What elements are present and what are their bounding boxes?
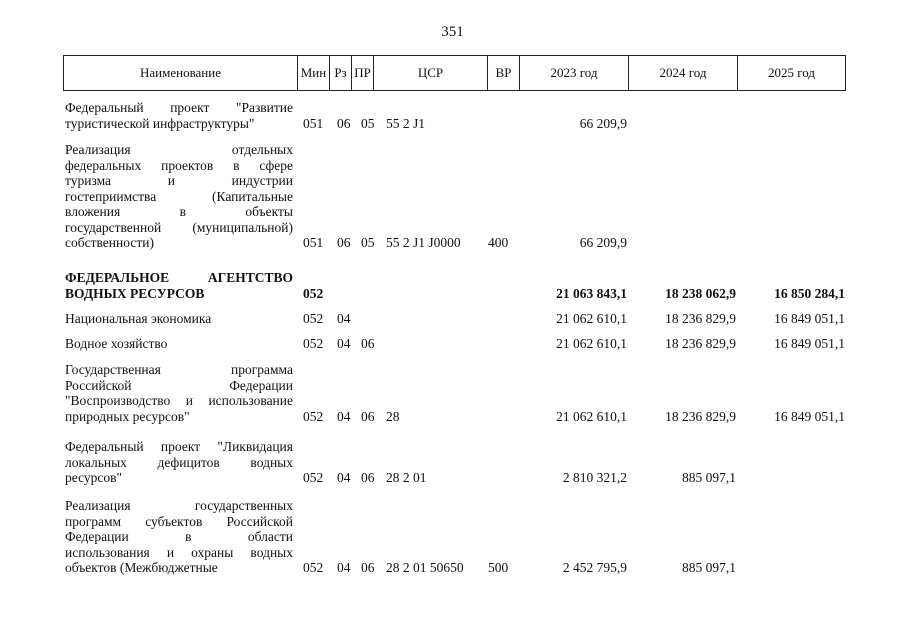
cell-vr: 400 bbox=[488, 235, 509, 250]
header-rz: Рз bbox=[330, 56, 352, 90]
header-2023: 2023 год bbox=[520, 56, 629, 90]
cell-2024: 18 236 829,9 bbox=[665, 336, 736, 351]
cell-csr: 28 bbox=[386, 408, 400, 424]
row-name-line: природных ресурсов" bbox=[65, 408, 190, 424]
row-name-line: туристической инфраструктуры" bbox=[65, 115, 255, 131]
cell-min: 052 bbox=[303, 336, 324, 351]
row-name-line: ФЕДЕРАЛЬНОЕ АГЕНТСТВО bbox=[65, 270, 293, 285]
row-name-line: Национальная экономика bbox=[65, 311, 212, 326]
cell-2023: 66 209,9 bbox=[579, 115, 627, 131]
cell-min: 052 bbox=[303, 408, 324, 424]
cell-pr: 06 bbox=[361, 336, 375, 351]
row-name bbox=[65, 362, 293, 424]
cell-min: 051 bbox=[303, 235, 324, 250]
cell-rz: 06 bbox=[337, 115, 351, 131]
cell-pr: 06 bbox=[361, 470, 375, 485]
cell-2025: 16 849 051,1 bbox=[774, 408, 845, 424]
row-name-line: Федеральный проект "Развитие bbox=[65, 100, 293, 115]
cell-2024: 885 097,1 bbox=[682, 470, 736, 485]
cell-csr: 28 2 01 50650 bbox=[386, 560, 464, 575]
cell-2023: 21 063 843,1 bbox=[556, 285, 627, 301]
cell-csr: 55 2 J1 bbox=[386, 115, 426, 131]
cell-rz: 04 bbox=[337, 470, 351, 485]
cell-rz: 04 bbox=[337, 336, 351, 351]
cell-2023: 2 452 795,9 bbox=[562, 560, 627, 575]
row-name-line: Реализация государственных bbox=[65, 498, 293, 513]
header-pr: ПР bbox=[352, 56, 374, 90]
header-csr: ЦСР bbox=[374, 56, 488, 90]
cell-2025: 16 849 051,1 bbox=[774, 336, 845, 351]
cell-pr: 05 bbox=[361, 235, 375, 250]
cell-2023: 66 209,9 bbox=[579, 235, 627, 250]
row-name bbox=[65, 336, 293, 352]
cell-2024: 18 238 062,9 bbox=[665, 285, 736, 301]
cell-2023: 21 062 610,1 bbox=[556, 408, 627, 424]
cell-2023: 21 062 610,1 bbox=[556, 336, 627, 351]
row-name bbox=[65, 100, 293, 131]
cell-min: 051 bbox=[303, 115, 324, 131]
cell-pr: 06 bbox=[361, 408, 375, 424]
cell-min: 052 bbox=[303, 311, 324, 326]
header-2024: 2024 год bbox=[629, 56, 738, 90]
cell-2024: 18 236 829,9 bbox=[665, 408, 736, 424]
cell-2024: 885 097,1 bbox=[682, 560, 736, 575]
cell-rz: 04 bbox=[337, 311, 351, 326]
cell-2025: 16 850 284,1 bbox=[774, 285, 845, 301]
row-name-line: вложения в объекты bbox=[65, 204, 293, 219]
cell-pr: 05 bbox=[361, 115, 375, 131]
cell-min: 052 bbox=[303, 285, 324, 301]
cell-rz: 04 bbox=[337, 408, 351, 424]
row-name-line: Российской Федерации bbox=[65, 377, 293, 393]
row-name-line: Водное хозяйство bbox=[65, 336, 168, 351]
cell-pr: 06 bbox=[361, 560, 375, 575]
cell-min: 052 bbox=[303, 470, 324, 485]
row-name-line: "Воспроизводство и использование bbox=[65, 393, 293, 408]
row-name-line: государственной (муниципальной) bbox=[65, 219, 293, 235]
cell-2023: 2 810 321,2 bbox=[562, 470, 627, 485]
header-name: Наименование bbox=[64, 56, 298, 90]
row-name bbox=[65, 498, 293, 576]
cell-2025: 16 849 051,1 bbox=[774, 311, 845, 326]
row-name bbox=[65, 270, 293, 301]
cell-min: 052 bbox=[303, 560, 324, 575]
row-name-line: объектов (Межбюджетные bbox=[65, 560, 218, 575]
row-name bbox=[65, 311, 293, 327]
cell-csr: 28 2 01 bbox=[386, 470, 427, 485]
row-name-line: Государственная программа bbox=[65, 362, 293, 377]
row-name bbox=[65, 439, 293, 486]
row-name-line: федеральных проектов в сфере bbox=[65, 157, 293, 173]
row-name-line: Федеральный проект "Ликвидация bbox=[65, 439, 293, 454]
header-vr: ВР bbox=[488, 56, 520, 90]
cell-csr: 55 2 J1 J0000 bbox=[386, 235, 461, 250]
cell-vr: 500 bbox=[488, 560, 509, 575]
cell-2023: 21 062 610,1 bbox=[556, 311, 627, 326]
row-name bbox=[65, 142, 293, 251]
row-name-line: собственности) bbox=[65, 235, 154, 250]
row-name-line: ВОДНЫХ РЕСУРСОВ bbox=[65, 285, 205, 301]
header-min: Мин bbox=[298, 56, 330, 90]
row-name-line: гостеприимства (Капитальные bbox=[65, 188, 293, 204]
cell-rz: 06 bbox=[337, 235, 351, 250]
row-name-line: локальных дефицитов водных bbox=[65, 454, 293, 470]
cell-2024: 18 236 829,9 bbox=[665, 311, 736, 326]
row-name-line: Федерации в области bbox=[65, 529, 293, 544]
cell-rz: 04 bbox=[337, 560, 351, 575]
row-name-line: использования и охраны водных bbox=[65, 544, 293, 560]
table-header bbox=[63, 55, 846, 91]
row-name-line: туризма и индустрии bbox=[65, 173, 293, 188]
header-2025: 2025 год bbox=[768, 65, 815, 80]
page-number: 351 bbox=[441, 24, 464, 40]
row-name-line: программ субъектов Российской bbox=[65, 513, 293, 529]
row-name-line: Реализация отдельных bbox=[65, 142, 293, 157]
row-name-line: ресурсов" bbox=[65, 470, 123, 485]
